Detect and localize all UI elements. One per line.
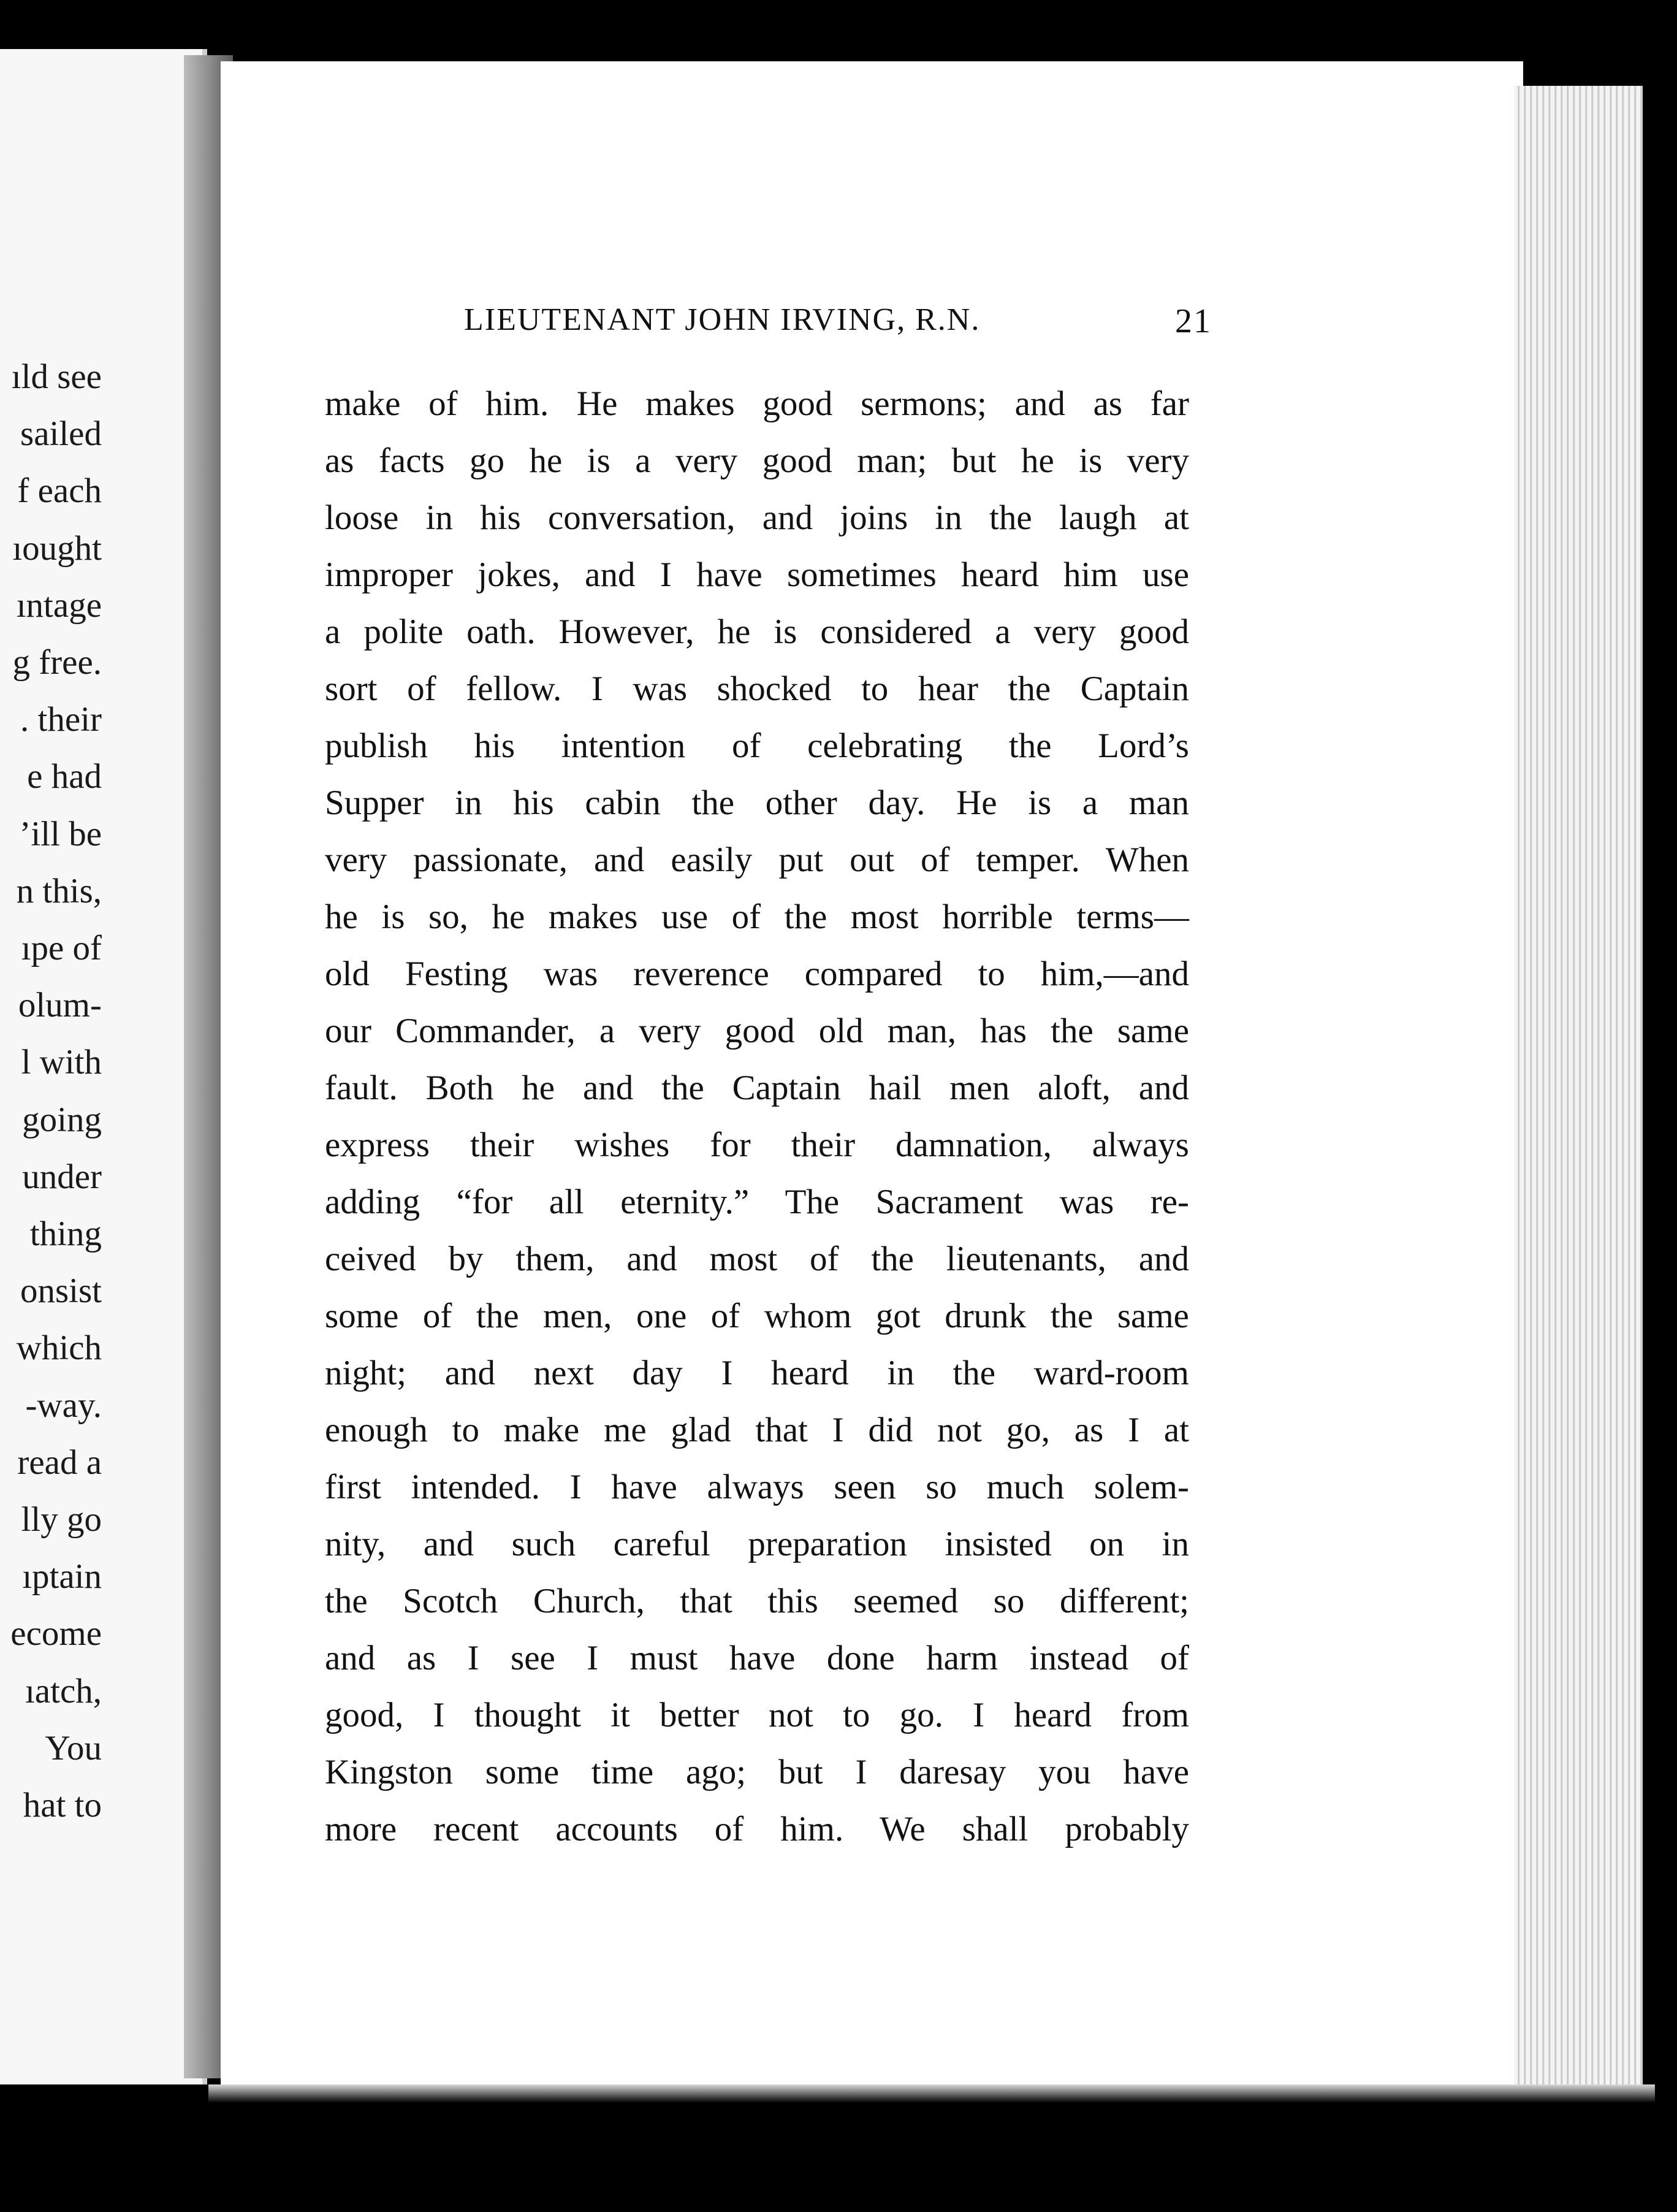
left-page-line: which (16, 1329, 102, 1368)
left-page-line: g free. (12, 643, 102, 682)
text-line: make of him. He makes good sermons; and as far (325, 384, 1189, 423)
text-line: enough to make me glad that I did not go, as I at (325, 1411, 1189, 1449)
left-page-line: lly go (21, 1500, 102, 1539)
text-line: express their wishes for their damnation, always (325, 1126, 1189, 1164)
text-line: good, I thought it better not to go. I heard from (325, 1696, 1189, 1734)
left-page-line: e had (27, 757, 102, 796)
body-text (325, 375, 1189, 1858)
left-page-line: ıought (12, 528, 102, 568)
text-line: old Festing was reverence compared to him,—and (325, 955, 1189, 993)
left-page-line: ıpe of (21, 929, 102, 967)
text-line: adding “for all eternity.” The Sacrament was re- (325, 1183, 1189, 1221)
text-line: he is so, he makes use of the most horrible terms— (325, 898, 1189, 936)
text-line: some of the men, one of whom got drunk the same (325, 1297, 1189, 1335)
left-page-line: going (22, 1100, 102, 1139)
text-line: our Commander, a very good old man, has the same (325, 1012, 1189, 1050)
left-page-line: hat to (23, 1786, 102, 1825)
left-page-line: ıntage (16, 585, 102, 625)
text-line: Kingston some time ago; but I daresay you have (325, 1753, 1189, 1791)
text-line: a polite oath. However, he is considered a very good (325, 612, 1189, 651)
running-title: LIEUTENANT JOHN IRVING, R.N. (464, 302, 981, 337)
text-line: and as I see I must have done harm instead of (325, 1639, 1189, 1677)
text-line: as facts go he is a very good man; but he is very (325, 441, 1189, 480)
left-page-line: ʼill be (19, 814, 102, 853)
left-page-line: . their (20, 700, 102, 739)
text-line: loose in his conversation, and joins in the laugh at (325, 498, 1189, 537)
text-line: nity, and such careful preparation insisted on in (325, 1525, 1189, 1563)
text-line: sort of fellow. I was shocked to hear the Captain (325, 669, 1189, 708)
left-page-line: onsist (20, 1272, 102, 1311)
left-page-line: f each (17, 471, 102, 511)
left-page-line: n this, (16, 871, 102, 910)
text-line: more recent accounts of him. We shall probably (325, 1810, 1189, 1848)
text-line: ceived by them, and most of the lieutenants, and (325, 1240, 1189, 1278)
left-page-line: ıld see (11, 357, 102, 396)
left-page-line: read a (17, 1443, 102, 1482)
running-head (464, 302, 1212, 345)
page-edges (1514, 86, 1643, 2084)
text-line: improper jokes, and I have sometimes heard him use (325, 555, 1189, 594)
left-page-line: olum- (18, 986, 102, 1025)
left-page-line: under (22, 1157, 102, 1196)
left-page-line: You (45, 1728, 102, 1768)
page-bottom-shadow (208, 2084, 1655, 2103)
left-page-line: -way. (25, 1386, 102, 1425)
text-line: Supper in his cabin the other day. He is a man (325, 784, 1189, 822)
page-number: 21 (1175, 302, 1212, 340)
left-page-line: ıptain (22, 1557, 102, 1596)
text-line: publish his intention of celebrating the Lord’s (325, 727, 1189, 765)
left-page-line: l with (21, 1043, 102, 1082)
text-line: very passionate, and easily put out of temper. When (325, 841, 1189, 879)
left-page-line: ıatch, (25, 1671, 102, 1710)
left-page-line: thing (29, 1215, 102, 1253)
text-line: night; and next day I heard in the ward-room (325, 1354, 1189, 1392)
text-line: fault. Both he and the Captain hail men aloft, and (325, 1069, 1189, 1107)
left-page-line: sailed (20, 414, 102, 454)
text-line: the Scotch Church, that this seemed so different; (325, 1582, 1189, 1620)
left-page-line: ecome (10, 1614, 102, 1653)
text-line: first intended. I have always seen so much solem- (325, 1468, 1189, 1506)
